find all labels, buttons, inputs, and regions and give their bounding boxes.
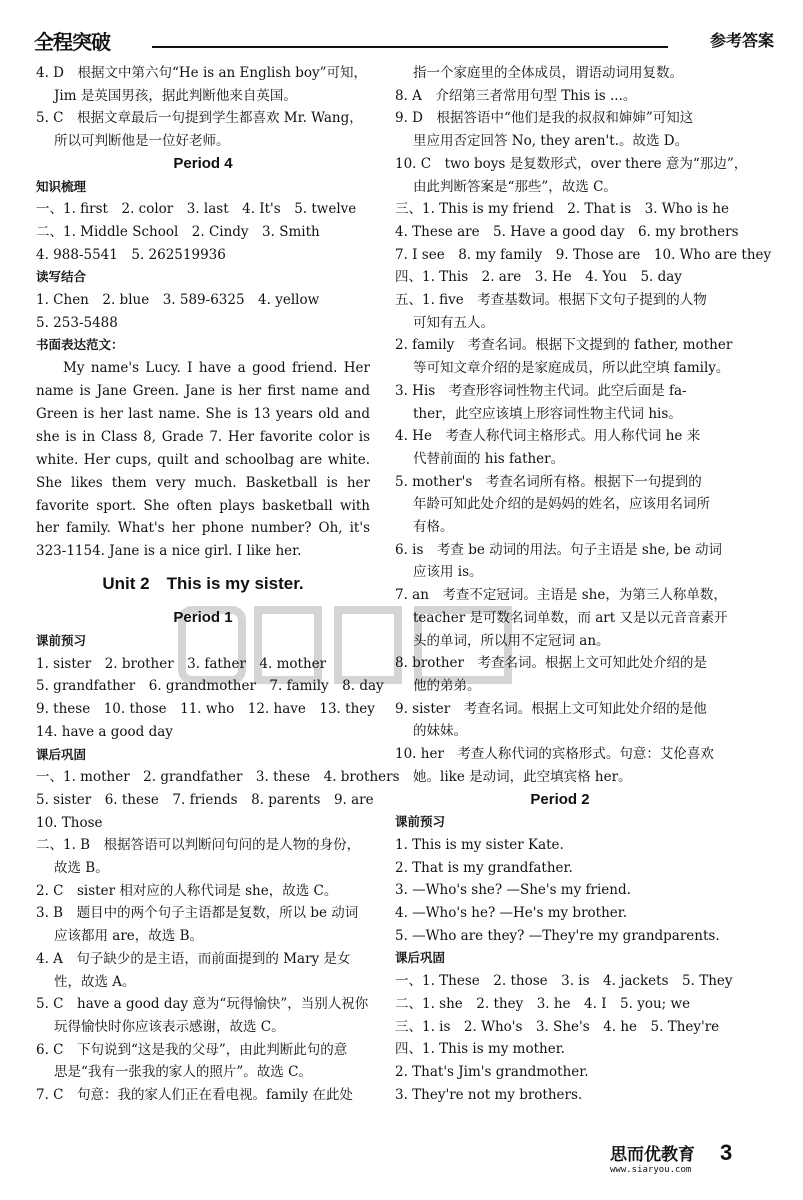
section-heading: 课前预习: [36, 633, 87, 648]
answer-line: 代替前面的 his father。: [413, 450, 565, 467]
footer-url: www.siaryou.com: [610, 1165, 692, 1175]
answer-line: 5. C have a good day 意为“玩得愉快”，当别人祝你: [36, 996, 369, 1013]
section-heading: 书面表达范文：: [36, 337, 124, 353]
section-heading: Period 2: [530, 790, 590, 808]
section-heading: Period 4: [173, 154, 233, 172]
answer-line: 等可知文章介绍的是家庭成员，所以此空填 family。: [413, 360, 730, 377]
answer-line: 三、1. is 2. Who's 3. She's 4. he 5. They're: [395, 1018, 720, 1035]
answer-line: 所以可判断他是一位好老师。: [54, 133, 230, 150]
answer-line: 玩得愉快时你应该表示感谢，故选 C。: [54, 1018, 285, 1035]
answer-line: 3. They're not my brothers.: [395, 1086, 583, 1103]
answer-line: 五、1. five 考查基数词。根据下文句子提到的人物: [395, 292, 707, 309]
answer-line: 6. C 下句说到“这是我的父母”，由此判断此句的意: [36, 1041, 348, 1058]
section-heading: 课前预习: [395, 814, 446, 830]
answer-line: 思是“我有一张我的家人的照片”。故选 C。: [54, 1064, 312, 1081]
section-heading: 课后巩固: [36, 746, 87, 762]
page-header: [34, 26, 774, 54]
answer-line: 性，故选 A。: [54, 973, 136, 990]
answer-line: 5. C 根据文章最后一句提到学生都喜欢 Mr. Wang，: [36, 110, 363, 127]
answer-line: 1. Chen 2. blue 3. 589-6325 4. yellow: [36, 292, 320, 309]
answer-line: 7. I see 8. my family 9. Those are 10. Who are they: [395, 246, 772, 263]
answer-line: 由此判断答案是“那些”，故选 C。: [413, 178, 617, 195]
answer-line: 年龄可知此处介绍的是妈妈的姓名，应该用名词所: [413, 496, 710, 513]
answer-line: 6. is 考查 be 动词的用法。句子主语是 she, be 动词: [395, 541, 723, 558]
section-heading: Unit 2 This is my sister.: [102, 574, 304, 594]
answer-line: 14. have a good day: [36, 723, 173, 740]
answer-line: 的妹妹。: [413, 723, 467, 740]
answer-line: 指一个家庭里的全体成员，谓语动词用复数。: [413, 65, 683, 81]
answer-line: 应该用 is。: [413, 564, 483, 581]
answer-line: 一、1. These 2. those 3. is 4. jackets 5. They: [395, 973, 733, 990]
section-heading: 知识梳理: [36, 178, 87, 194]
answer-line: 二、1. she 2. they 3. he 4. I 5. you; we: [395, 995, 691, 1012]
answer-line: 9. sister 考查名词。根据上文可知此处介绍的是他: [395, 700, 707, 717]
answer-line: 3. —Who's she? —She's my friend.: [395, 882, 631, 899]
answer-line: 他的弟弟。: [413, 677, 481, 694]
answer-line: ther，此空应该填上形容词性物主代词 his。: [413, 405, 682, 422]
answer-line: 4. These are 5. Have a good day 6. my brothers: [395, 223, 739, 240]
answer-line: 8. brother 考查名词。根据上文可知此处介绍的是: [395, 655, 707, 672]
header-rule: [152, 46, 668, 48]
answer-line: 2. family 考查名词。根据下文提到的 father, mother: [395, 337, 733, 354]
section-title: 参考答案: [709, 31, 774, 50]
answer-line: 头的单词，所以用不定冠词 an。: [413, 632, 610, 649]
answer-line: 9. these 10. those 11. who 12. have 13. they: [36, 701, 375, 718]
page-number: 3: [720, 1140, 733, 1165]
answer-line: 5. 253-5488: [36, 314, 118, 331]
answer-line: 2. That's Jim's grandmother.: [395, 1063, 589, 1080]
answer-line: 10. her 考查人称代词的宾格形式。句意：艾伦喜欢: [395, 746, 714, 763]
answer-line: 2. C sister 相对应的人称代词是 she，故选 C。: [36, 882, 338, 899]
section-heading: Period 1: [173, 609, 233, 627]
answer-line: 二、1. Middle School 2. Cindy 3. Smith: [36, 223, 320, 240]
answer-line: 故选 B。: [54, 860, 109, 877]
essay-paragraph: My name's Lucy. I have a good friend. Her name is Jane Green. Jane is her first name and Green is her last name. She is 13 years old and she is in Class 8, Grade 7. Her favorite color is white. Her cups, quilt and schoolbag are white. She likes them very much. Basketball is her favorite sport. She often plays basketball with her family. What's her phone number? Oh, it's 323-1154. Jane is a nice girl. I like her.: [36, 360, 370, 560]
answer-line: 4. A 句子缺少的是主语，而前面提到的 Mary 是女: [36, 950, 351, 967]
answer-line: 1. sister 2. brother 3. father 4. mother: [36, 655, 327, 672]
answer-line: 2. That is my grandfather.: [395, 859, 573, 876]
answer-line: 应该都用 are，故选 B。: [54, 928, 203, 945]
answer-line: 3. His 考查形容词性物主代词。此空后面是 fa-: [395, 382, 687, 399]
left-column: [36, 62, 400, 1107]
answer-line: 7. C 句意：我的家人们正在看电视。family 在此处: [36, 1087, 353, 1104]
answer-line: 她。like 是动词，此空填宾格 her。: [413, 768, 632, 785]
answer-line: 10. Those: [36, 814, 103, 831]
page-footer: [610, 1140, 770, 1180]
answer-line: 8. A 介绍第三者常用句型 This is ...。: [395, 87, 637, 104]
answer-line: 5. mother's 考查名词所有格。根据下一句提到的: [395, 473, 702, 490]
watermark-logo: [178, 600, 518, 690]
answer-line: 9. D 根据答语中“他们是我的叔叔和婶婶”可知这: [395, 110, 694, 127]
answer-line: 10. C two boys 是复数形式，over there 意为“那边”，: [395, 155, 748, 172]
answer-line: 四、1. This is my mother.: [395, 1041, 565, 1058]
answer-line: 4. —Who's he? —He's my brother.: [395, 905, 628, 922]
answer-line: 二、1. B 根据答语可以判断问句问的是人物的身份，: [36, 837, 361, 854]
answer-line: 7. an 考查不定冠词。主语是 she，为第三人称单数，: [395, 587, 727, 604]
answer-line: teacher 是可数名词单数，而 art 又是以元音音素开: [413, 609, 728, 626]
section-heading: 读写结合: [36, 269, 87, 285]
answer-line: 可知有五人。: [413, 314, 494, 331]
answer-line: 有格。: [413, 519, 454, 536]
footer-logo: 思而优教育: [610, 1145, 695, 1165]
answer-line: 一、1. first 2. color 3. last 4. It's 5. twelve: [36, 201, 357, 218]
answer-line: 5. grandfather 6. grandmother 7. family 8. day: [36, 678, 384, 695]
section-heading: 课后巩固: [395, 950, 446, 966]
brand-logo: 全程突破: [34, 30, 110, 54]
answer-line: 4. D 根据文中第六句“He is an English boy”可知，: [36, 65, 368, 81]
answer-line: 1. This is my sister Kate.: [395, 836, 564, 853]
answer-line: 四、1. This 2. are 3. He 4. You 5. day: [395, 269, 682, 286]
answer-line: 三、1. This is my friend 2. That is 3. Who is he: [395, 201, 730, 218]
answer-line: 5. —Who are they? —They're my grandparents.: [395, 927, 720, 944]
answer-line: 5. sister 6. these 7. friends 8. parents 9. are: [36, 791, 374, 808]
answer-line: 一、1. mother 2. grandfather 3. these 4. brothers: [36, 769, 400, 786]
answer-line: 4. 988-5541 5. 262519936: [36, 246, 226, 263]
right-column: [395, 62, 772, 1106]
answer-line: 4. He 考查人称代词主格形式。用人称代词 he 来: [395, 428, 701, 445]
answer-line: Jim 是英国男孩，据此判断他来自英国。: [54, 87, 297, 104]
answer-line: 里应用否定回答 No, they aren't.。故选 D。: [413, 133, 689, 150]
answer-line: 3. B 题目中的两个句子主语都是复数，所以 be 动词: [36, 905, 359, 922]
